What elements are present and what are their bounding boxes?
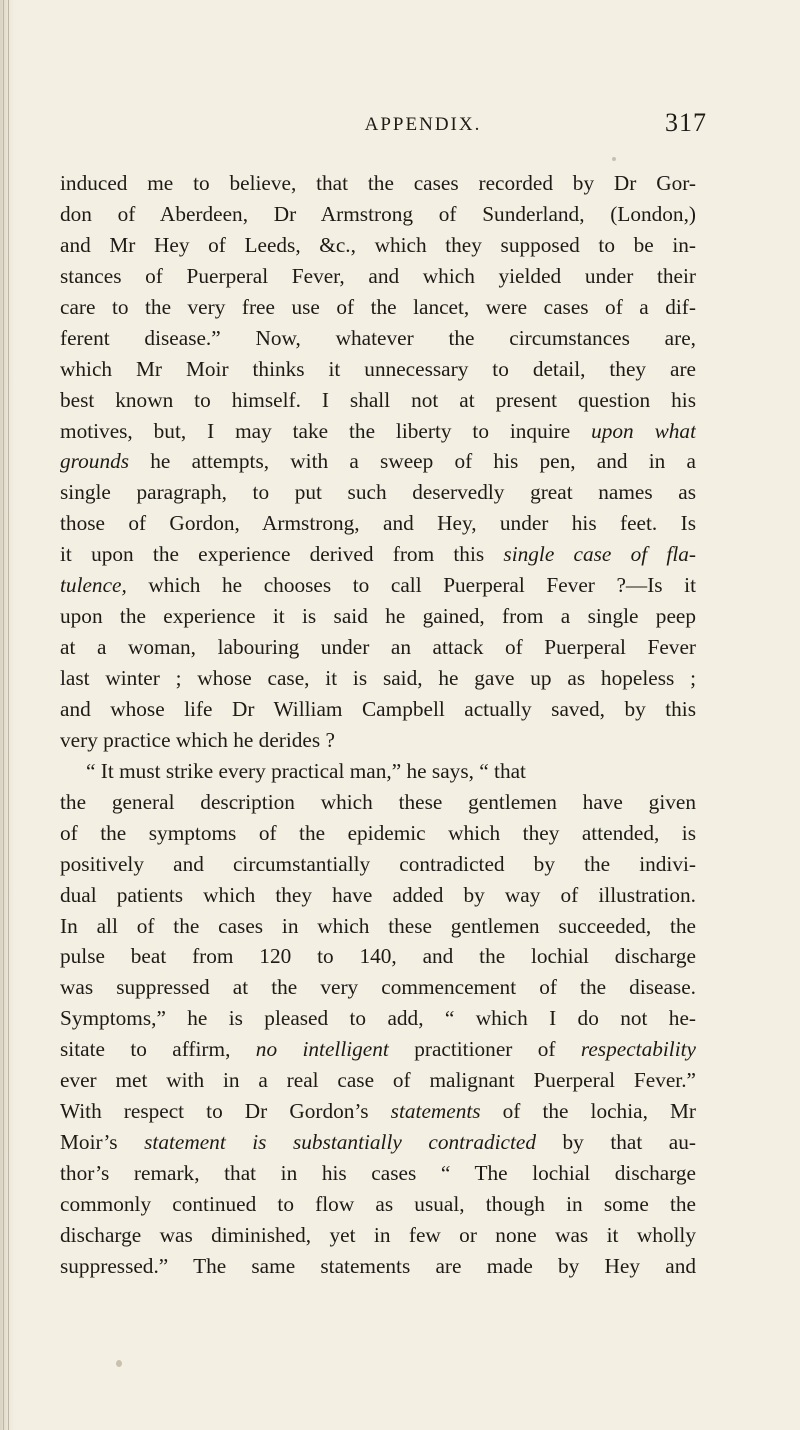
text-line	[60, 446, 696, 477]
text-segment: pulse beat from 120 to 140, and the lochial discharge	[60, 944, 696, 969]
text-line	[60, 1251, 696, 1282]
text-line	[60, 539, 696, 570]
italic-text: respectability	[580, 1037, 696, 1062]
text-segment: single paragraph, to put such deservedly great names as	[60, 480, 696, 505]
text-line	[60, 941, 696, 972]
running-head-title: APPENDIX.	[364, 114, 482, 135]
text-segment: of the symptoms of the epidemic which they attended, is	[60, 820, 696, 845]
running-head	[0, 108, 800, 148]
text-segment: dual patients which they have added by way of illustration.	[60, 882, 696, 907]
text-segment: positively and circumstantially contradicted by the indivi-	[60, 851, 696, 876]
text-line	[60, 756, 696, 787]
text-segment: sitate to affirm,	[60, 1037, 256, 1062]
italic-text: upon what	[591, 418, 696, 443]
text-segment: practitioner of	[388, 1037, 581, 1062]
paper-speck	[612, 157, 616, 161]
text-line	[60, 323, 696, 354]
paper-speck	[116, 1360, 122, 1367]
text-line	[60, 230, 696, 261]
text-segment: and Mr Hey of Leeds, &c., which they supposed to be in-	[60, 232, 696, 257]
text-line	[60, 911, 696, 942]
text-segment: it upon the experience derived from this	[60, 542, 504, 567]
text-segment: he attempts, with a sweep of his pen, and in a	[129, 449, 696, 474]
text-line	[60, 818, 696, 849]
page-number: 317	[665, 108, 707, 137]
text-line	[60, 1096, 696, 1127]
text-line	[60, 1158, 696, 1189]
body-text	[60, 168, 696, 1282]
text-line	[60, 385, 696, 416]
text-line	[60, 972, 696, 1003]
text-line	[60, 1220, 696, 1251]
text-line	[60, 168, 696, 199]
text-line	[60, 787, 696, 818]
italic-text: tulence,	[60, 573, 127, 598]
text-segment: those of Gordon, Armstrong, and Hey, under his feet. Is	[60, 511, 696, 536]
text-line	[60, 354, 696, 385]
text-segment: Symptoms,” he is pleased to add, “ which I do not he-	[60, 1006, 696, 1031]
text-line	[60, 261, 696, 292]
text-line	[60, 1003, 696, 1034]
text-line	[60, 1065, 696, 1096]
text-line	[60, 632, 696, 663]
text-segment: commonly continued to flow as usual, though in some the	[60, 1191, 696, 1216]
text-segment: discharge was diminished, yet in few or none was it wholly	[60, 1222, 696, 1247]
text-segment: of the lochia, Mr	[480, 1099, 696, 1124]
italic-text: statements	[390, 1099, 481, 1124]
text-segment: which he chooses to call Puerperal Fever ?—Is it	[126, 573, 696, 598]
text-segment: With respect to Dr Gordon’s	[60, 1099, 391, 1124]
text-segment: induced me to believe, that the cases recorded by Dr Gor-	[60, 171, 696, 195]
text-line	[60, 663, 696, 694]
text-segment: upon the experience it is said he gained, from a single peep	[60, 604, 696, 629]
italic-text: single case of fla-	[503, 542, 696, 567]
binding-line	[8, 0, 9, 1430]
text-segment: don of Aberdeen, Dr Armstrong of Sunderland, (London,)	[60, 201, 696, 226]
text-segment: thor’s remark, that in his cases “ The lochial discharge	[60, 1161, 696, 1185]
text-line	[60, 508, 696, 539]
text-line	[60, 1034, 696, 1065]
text-segment: stances of Puerperal Fever, and which yielded under their	[60, 263, 696, 288]
text-segment: at a woman, labouring under an attack of Puerperal Fever	[60, 635, 696, 660]
italic-text: statement is substantially contradicted	[144, 1130, 537, 1155]
text-segment: ever met with in a real case of malignant Puerperal Fever.”	[60, 1068, 696, 1093]
text-line	[60, 880, 696, 911]
text-line	[60, 694, 696, 725]
text-segment: and whose life Dr William Campbell actually saved, by this	[60, 696, 696, 721]
text-line	[60, 570, 696, 601]
text-line	[60, 1127, 696, 1158]
text-segment: which Mr Moir thinks it unnecessary to detail, they are	[60, 356, 696, 381]
text-line	[60, 292, 696, 323]
binding-line	[3, 0, 4, 1430]
italic-text: grounds	[60, 449, 130, 474]
text-segment: ferent disease.” Now, whatever the circumstances are,	[60, 325, 696, 350]
text-segment: by that au-	[536, 1130, 696, 1155]
text-line	[60, 477, 696, 508]
italic-text: no intelligent	[255, 1037, 389, 1062]
text-line	[60, 199, 696, 230]
text-segment: In all of the cases in which these gentlemen succeeded, the	[60, 913, 696, 938]
text-segment: care to the very free use of the lancet, were cases of a dif-	[60, 294, 696, 319]
text-line	[60, 725, 696, 756]
text-segment: last winter ; whose case, it is said, he gave up as hopeless ;	[60, 666, 696, 690]
text-segment: best known to himself. I shall not at present question his	[60, 387, 696, 412]
text-segment: Moir’s	[60, 1130, 145, 1155]
text-line	[60, 601, 696, 632]
text-segment: the general description which these gentlemen have given	[60, 789, 696, 814]
text-line	[60, 849, 696, 880]
text-segment: motives, but, I may take the liberty to inquire	[60, 418, 592, 443]
text-segment: was suppressed at the very commencement of the disease.	[60, 975, 696, 1000]
text-segment: very practice which he derides ?	[60, 727, 335, 752]
text-line	[60, 1189, 696, 1220]
text-segment: “ It must strike every practical man,” he says, “ that	[86, 758, 526, 783]
text-segment: suppressed.” The same statements are made by Hey and	[60, 1253, 696, 1278]
text-line	[60, 416, 696, 447]
